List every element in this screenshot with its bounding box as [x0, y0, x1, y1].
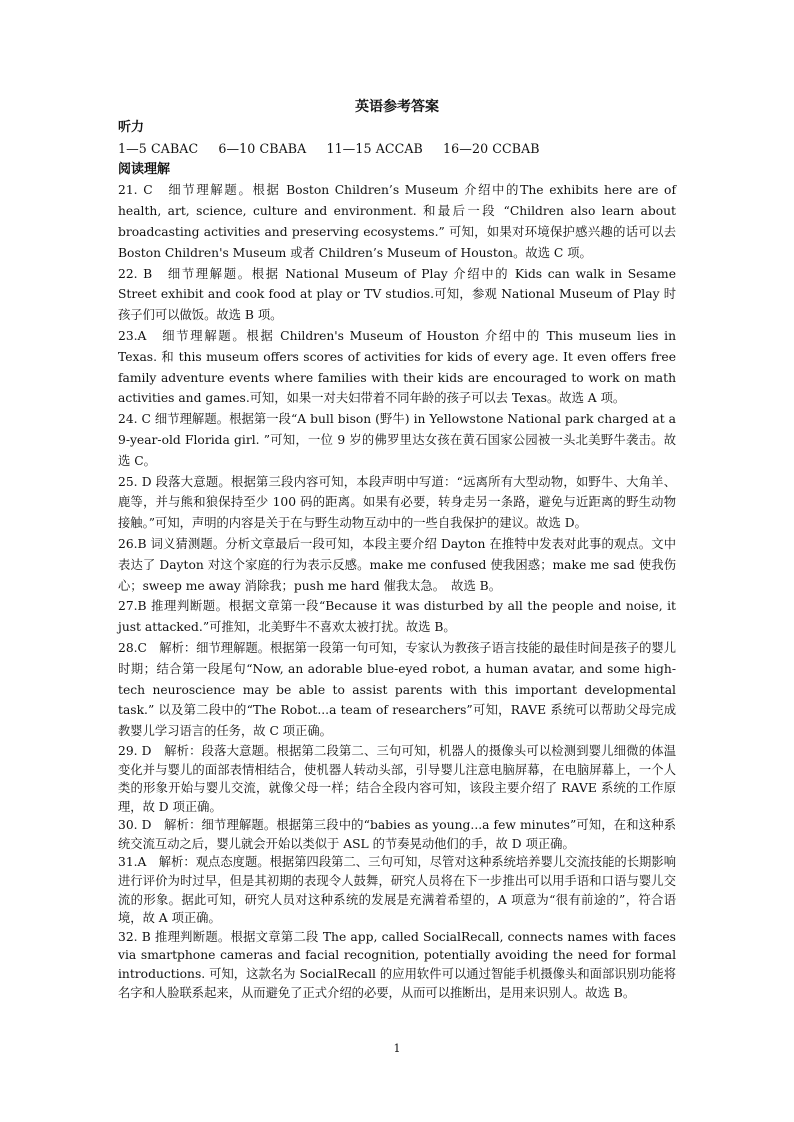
reading-heading: 阅读理解 — [118, 161, 171, 177]
answer-25: 25. D 段落大意题。根据第三段内容可知，本段声明中写道：“远离所有大型动物，如野牛、大角羊、鹿等，并与熊和狼保持至少 100 码的距离。如果有必要，转身走另一条路，避免与近距离的野生动物接触。”可知，声明的内容是关于在与野生动物互动中的一些自我保护的建议。故选 D。 — [118, 474, 676, 531]
listening-group: 6—10 CBABA — [218, 140, 307, 156]
answer-24: 24. C 细节理解题。根据第一段“A bull bison (野牛) in Yellowstone National park charged at a 9-year-old Florida girl. ”可知，一位 9 岁的佛罗里达女孩在黄石国家公园被一头北美野牛袭击。故选 C。 — [118, 412, 676, 468]
answer-31: 31.A 解析：观点态度题。根据第四段第二、三句可知，尽管对这种系统培养婴儿交流技能的长期影响进行评价为时过早，但是其初期的表现令人鼓舞，研究人员将在下一步推出可以用手语和口语与婴儿交流的形象。据此可知，研究人员对这种系统的发展是充满着希望的，A 项意为“很有前途的”，符合语境，故 A 项正确。 — [118, 855, 676, 926]
page-title: 英语参考答案 — [355, 99, 439, 115]
answer-22: 22. B 细节理解题。根据 National Museum of Play 介绍中的 Kids can walk in Sesame Street exhibit and cook food at play or TV studios.可知，参观 National Museum of Play 时孩子们可以做饭。故选 B 项。 — [118, 266, 676, 323]
listening-answers — [118, 139, 676, 160]
answer-29: 29. D 解析：段落大意题。根据第二段第二、三句可知，机器人的摄像头可以检测到婴儿细微的体温变化并与婴儿的面部表情相结合，使机器人转动头部，引导婴儿注意电脑屏幕，在电脑屏幕上，一个人类的形象开始与婴儿交流，就像父母一样；结合全段内容可知，该段主要介绍了 RAVE 系统的工作原理，故 D 项正确。 — [118, 743, 676, 814]
answer-32: 32. B 推理判断题。根据文章第二段 The app, called SocialRecall, connects names with faces via smartphone cameras and facial recognition, potentially avoiding the need for formal introductions. 可知，这款名为 SocialRecall 的应用软件可以通过智能手机摄像头和面部识别功能将名字和人脸联系起来，从而避免了正式介绍的必要，从而可以推断出，是用来识别人。故选 B。 — [118, 929, 676, 1000]
answer-23: 23.A 细节理解题。根据 Children's Museum of Houston 介绍中的 This museum lies in Texas. 和 this museum offers scores of activities for kids of every age. It even offers free family adventure events where families with their kids are encouraged to work on math activities and games.可知，如果一对夫妇带着不同年龄的孩子可以去 Texas。故选 A 项。 — [118, 328, 676, 406]
listening-heading: 听力 — [118, 120, 145, 135]
listening-group: 16—20 CCBAB — [443, 140, 540, 156]
listening-group: 1—5 CABAC — [118, 140, 199, 156]
page-number: 1 — [393, 1042, 401, 1055]
answer-30: 30. D 解析：细节理解题。根据第三段中的“babies as young...a few minutes”可知，在和这种系统交流互动之后，婴儿就会开始以类似于 ASL 的节奏晃动他们的手，故 D 项正确。 — [118, 818, 676, 851]
listening-group: 11—15 ACCAB — [326, 140, 423, 156]
answer-27: 27.B 推理判断题。根据文章第一段“Because it was disturbed by all the people and noise, it just attacked.”可推知，北美野牛不喜欢太被打扰。故选 B。 — [118, 599, 676, 635]
answer-26: 26.B 词义猜测题。分析文章最后一段可知，本段主要介绍 Dayton 在推特中发表对此事的观点。文中表达了 Dayton 对这个家庭的行为表示反感。make me confused 使我困惑；make me sad 使我伤心；sweep me away 消除我；push me hard 催我太急。 故选 B。 — [118, 536, 676, 593]
answer-content — [118, 118, 676, 1002]
answer-28: 28.C 解析：细节理解题。根据第一段第一句可知，专家认为教孩子语言技能的最佳时间是孩子的婴儿时期；结合第一段尾句“Now, an adorable blue-eyed robot, a human avatar, and some high-tech neuroscience may be able to assist parents with this important developmental task.” 以及第二段中的“The Robot...a team of researchers”可知，RAVE 系统可以帮助父母完成教婴儿学习语言的任务，故 C 项正确。 — [118, 640, 676, 739]
answer-21: 21. C 细节理解题。根据 Boston Children’s Museum 介绍中的The exhibits here are of health, art, science, culture and environment. 和最后一段 “Children also learn about broadcasting activities and preserving ecosystems.” 可知，如果对环境保护感兴趣的话可以去 Boston Children's Museum 或者 Children’s Museum of Houston。故选 C 项。 — [118, 183, 676, 260]
